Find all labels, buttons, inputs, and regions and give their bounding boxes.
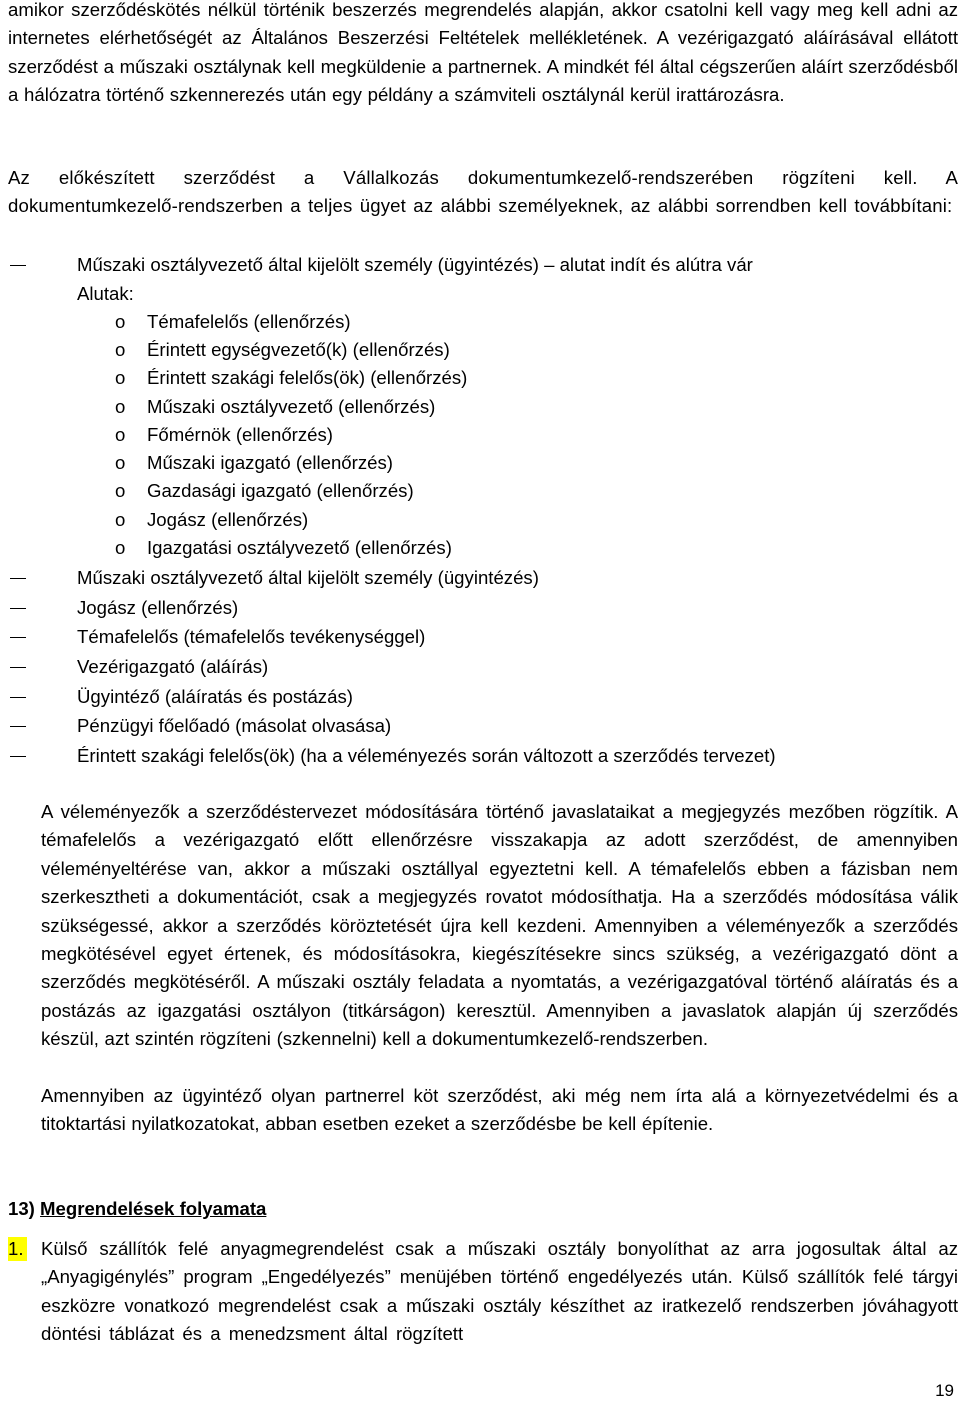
list-item-text: Témafelelős (témafelelős tevékenységgel): [77, 626, 426, 647]
route-text: Műszaki osztályvezető (ellenőrzés): [147, 396, 436, 417]
dash-bullet-icon: [10, 726, 26, 727]
route-text: Műszaki igazgató (ellenőrzés): [147, 452, 393, 473]
route-text: Főmérnök (ellenőrzés): [147, 424, 334, 445]
list-item-text: Műszaki osztályvezető által kijelölt személy (ügyintézés) – alutat indít és alútra vár: [77, 254, 753, 275]
dash-bullet-icon: [10, 265, 26, 266]
circle-bullet-icon: o: [115, 424, 126, 445]
numbered-item-text: Külső szállítók felé anyagmegrendelést csak a műszaki osztály bonyolíthat az arra jogosultak által az „Anyagigénylés” program „Engedélyezés” menüjében történő engedélyezés után. Külső szállítók felé tárgyi eszközre vonatkozó megrendelést csak a műszaki osztály készíthet az iratkezelő rendszerben jóváhagyott döntési táblázat és a menedzsment által rögzített: [41, 1238, 958, 1345]
list-item-text: Vezérigazgató (aláírás): [77, 656, 269, 677]
section-heading: [8, 1195, 266, 1223]
section-title: Megrendelések folyamata: [40, 1198, 267, 1219]
route-text: Érintett szakági felelős(ök) (ellenőrzés): [147, 367, 468, 388]
dash-bullet-icon: [10, 608, 26, 609]
circle-bullet-icon: o: [115, 452, 126, 473]
highlighted-item-number: 1.: [8, 1237, 27, 1261]
circle-bullet-icon: o: [115, 509, 126, 530]
circle-bullet-icon: o: [115, 480, 126, 501]
dash-bullet-icon: [10, 697, 26, 698]
list-item-text: Ügyintéző (aláíratás és postázás): [77, 686, 353, 707]
review-paragraph: A véleményezők a szerződéstervezet módosítására történő javaslataikat a megjegyzés mezőben rögzítik. A témafelelős a vezérigazgató előtt ellenőrzésre visszakapja az adott szerződést, de amennyiben véleményeltérése van, akkor a műszaki osztállyal egyeztetni kell. A témafelelős ebben a fázisban nem szerkesztheti a dokumentációt, csak a megjegyzés rovatot módosíthatja. Ha a szerződés módosítása válik szükségessé, akkor a szerződés köröztetését újra kell kezdeni. Amennyiben a véleményezők a szerződés megkötésével egyet értenek, és módosításokra, kiegészítésekre sincs szükség, a vezérigazgató dönt a szerződés megkötéséről. A műszaki osztály feladata a nyomtatás, a vezérigazgatóval történő aláíratás és a postázás az igazgatási osztályon (titkárságon) keresztül. Amennyiben a javaslatok alapján új szerződés készül, azt szintén rögzíteni (szkennelni) kell a dokumentumkezelő-rendszerben.: [41, 801, 958, 1050]
workflow-intro-paragraph: Az előkészített szerződést a Vállalkozás dokumentumkezelő-rendszerében rögzíteni kell. A dokumentumkezelő-rendszerben a teljes ügyet az alábbi személyeknek, az alábbi sorrendben kell továbbítani:: [8, 167, 958, 217]
section-number: 13): [8, 1198, 35, 1219]
dash-bullet-icon: [10, 578, 26, 579]
circle-bullet-icon: o: [115, 311, 126, 332]
dash-bullet-icon: [10, 667, 26, 668]
dash-bullet-icon: [10, 637, 26, 638]
circle-bullet-icon: o: [115, 396, 126, 417]
list-item-text: Műszaki osztályvezető által kijelölt személy (ügyintézés): [77, 567, 539, 588]
route-text: Érintett egységvezető(k) (ellenőrzés): [147, 339, 450, 360]
circle-bullet-icon: o: [115, 537, 126, 558]
intro-paragraph: amikor szerződéskötés nélkül történik beszerzés megrendelés alapján, akkor csatolni kell vagy meg kell adni az internetes elérhetőségét az Általános Beszerzési Feltételek mellékletének. A vezérigazgató aláírásával ellátott szerződést a műszaki osztálynak kell megküldenie a partnernek. A mindkét fél által cégszerűen aláírt szerződésből a hálózatra történő szkennerezés után egy példány a számviteli osztálynál kerül irattározásra.: [8, 0, 958, 106]
dash-bullet-icon: [10, 756, 26, 757]
list-item-text: Pénzügyi főelőadó (másolat olvasása): [77, 715, 392, 736]
route-text: Gazdasági igazgató (ellenőrzés): [147, 480, 414, 501]
list-item-text: Jogász (ellenőrzés): [77, 597, 239, 618]
route-text: Témafelelős (ellenőrzés): [147, 311, 351, 332]
circle-bullet-icon: o: [115, 339, 126, 360]
routes-label: Alutak:: [77, 283, 134, 304]
partner-paragraph: Amennyiben az ügyintéző olyan partnerrel köt szerződést, aki még nem írta alá a környezetvédelmi és a titoktartási nyilatkozatokat, abban esetben ezeket a szerződésbe be kell építenie.: [41, 1085, 958, 1135]
list-item-text: Érintett szakági felelős(ök) (ha a véleményezés során változott a szerződés tervezet): [77, 745, 776, 766]
circle-bullet-icon: o: [115, 367, 126, 388]
page-number: 19: [935, 1381, 954, 1400]
route-text: Jogász (ellenőrzés): [147, 509, 309, 530]
route-text: Igazgatási osztályvezető (ellenőrzés): [147, 537, 452, 558]
